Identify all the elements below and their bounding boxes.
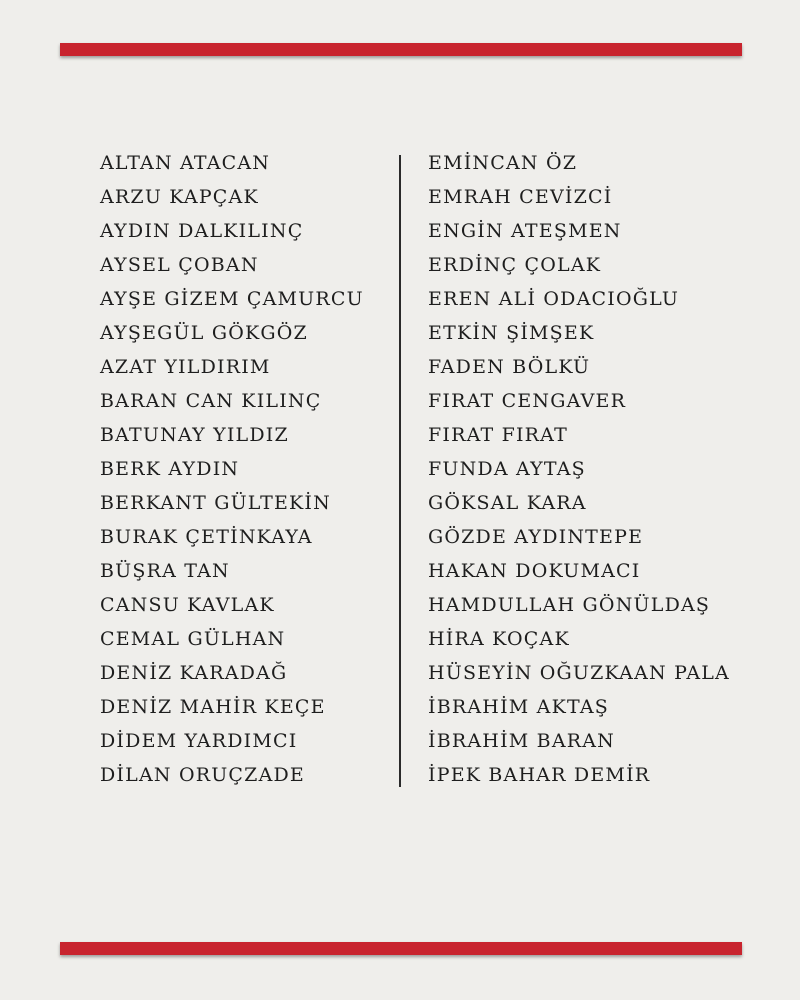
name-list-item: GÖZDE AYDINTEPE	[428, 526, 644, 548]
name-list-item: BURAK ÇETİNKAYA	[100, 526, 313, 548]
name-list-item: DİLAN ORUÇZADE	[100, 764, 306, 786]
name-list-item: ETKİN ŞİMŞEK	[428, 322, 595, 344]
name-list-item: İPEK BAHAR DEMİR	[428, 764, 651, 786]
name-list-item: AYSEL ÇOBAN	[100, 254, 259, 276]
top-accent-bar	[60, 43, 742, 56]
column-divider	[399, 155, 401, 787]
name-list-item: HÜSEYİN OĞUZKAAN PALA	[428, 662, 730, 684]
name-list-item: ENGİN ATEŞMEN	[428, 220, 622, 242]
name-list-item: FIRAT CENGAVER	[428, 390, 627, 412]
name-list-item: FIRAT FIRAT	[428, 424, 568, 446]
name-list-left	[100, 146, 364, 792]
name-list-item: ERDİNÇ ÇOLAK	[428, 254, 602, 276]
name-list-item: ALTAN ATACAN	[100, 152, 271, 174]
name-list-item: FUNDA AYTAŞ	[428, 458, 586, 480]
name-list-item: ARZU KAPÇAK	[100, 186, 259, 208]
name-list-item: BERK AYDIN	[100, 458, 240, 480]
name-list-item: AYŞE GİZEM ÇAMURCU	[100, 288, 364, 310]
name-list-item: İBRAHİM AKTAŞ	[428, 696, 609, 718]
name-list-item: EMRAH CEVİZCİ	[428, 186, 613, 208]
name-list-item: CEMAL GÜLHAN	[100, 628, 286, 650]
name-list-item: AYDIN DALKILINÇ	[100, 220, 304, 242]
name-list-item: DİDEM YARDIMCI	[100, 730, 298, 752]
name-list-item: HAKAN DOKUMACI	[428, 560, 641, 582]
name-list-item: BERKANT GÜLTEKİN	[100, 492, 331, 514]
bottom-accent-bar	[60, 942, 742, 955]
name-list-item: AZAT YILDIRIM	[100, 356, 271, 378]
name-list-right	[428, 146, 730, 792]
name-list-item: EMİNCAN ÖZ	[428, 152, 578, 174]
name-list-item: HİRA KOÇAK	[428, 628, 570, 650]
name-list-item: CANSU KAVLAK	[100, 594, 275, 616]
name-list-item: İBRAHİM BARAN	[428, 730, 615, 752]
name-list-item: AYŞEGÜL GÖKGÖZ	[100, 322, 308, 344]
name-list-item: BATUNAY YILDIZ	[100, 424, 289, 446]
name-list-item: EREN ALİ ODACIOĞLU	[428, 288, 680, 310]
name-list-item: HAMDULLAH GÖNÜLDAŞ	[428, 594, 711, 616]
name-list-item: BÜŞRA TAN	[100, 560, 230, 582]
name-list-item: DENİZ MAHİR KEÇE	[100, 696, 326, 718]
name-list-item: GÖKSAL KARA	[428, 492, 587, 514]
name-list-item: BARAN CAN KILINÇ	[100, 390, 322, 412]
name-list-item: FADEN BÖLKÜ	[428, 356, 591, 378]
name-list-item: DENİZ KARADAĞ	[100, 662, 288, 684]
